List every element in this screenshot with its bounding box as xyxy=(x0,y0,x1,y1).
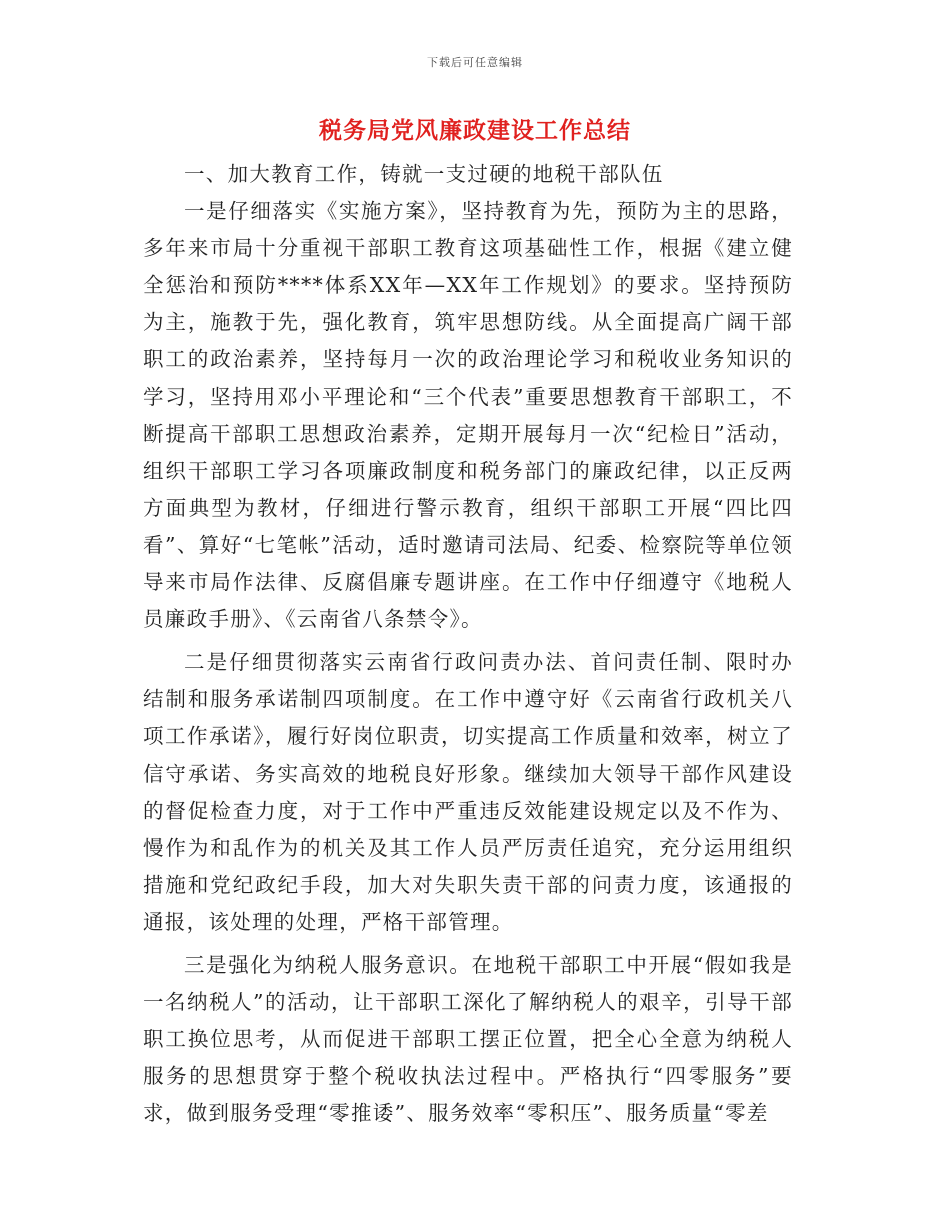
section-heading: 一、加大教育工作，铸就一支过硬的地税干部队伍 xyxy=(184,162,664,186)
paragraph: 二是仔细贯彻落实云南省行政问责办法、首问责任制、限时办结制和服务承诺制四项制度。在工作中遵守好《云南省行政机关八项工作承诺》，履行好岗位职责，切实提高工作质量和效率，树立了信守承诺、务实高效的地税良好形象。继续加大领导干部作风建设的督促检查力度，对于工作中严重违反效能建设规定以及不作为、慢作为和乱作为的机关及其工作人员严厉责任追究，充分运用组织措施和党纪政纪手段，加大对失职失责干部的问责力度，该通报的通报，该处理的处理，严格干部管理。 xyxy=(143,650,793,934)
document-body xyxy=(143,156,793,1138)
download-note: 下载后可任意编辑 xyxy=(427,56,523,69)
paragraph: 三是强化为纳税人服务意识。在地税干部职工中开展“假如我是一名纳税人”的活动，让干部职工深化了解纳税人的艰辛，引导干部职工换位思考，从而促进干部职工摆正位置，把全心全意为纳税人服务的思想贯穿于整个税收执法过程中。严格执行“四零服务”要求，做到服务受理“零推诿”、服务效率“零积压”、服务质量“零差 xyxy=(143,952,793,1126)
paragraph: 一是仔细落实《实施方案》，坚持教育为先，预防为主的思路，多年来市局十分重视干部职工教育这项基础性工作，根据《建立健全惩治和预防****体系XX年—XX年工作规划》的要求。坚持预防为主，施教于先，强化教育，筑牢思想防线。从全面提高广阔干部职工的政治素养，坚持每月一次的政治理论学习和税收业务知识的学习，坚持用邓小平理论和“三个代表”重要思想教育干部职工，不断提高干部职工思想政治素养，定期开展每月一次“纪检日”活动，组织干部职工学习各项廉政制度和税务部门的廉政纪律，以正反两方面典型为教材，仔细进行警示教育，组织干部职工开展“四比四看”、算好“七笔帐”活动，适时邀请司法局、纪委、检察院等单位领导来市局作法律、反腐倡廉专题讲座。在工作中仔细遵守《地税人员廉政手册》、《云南省八条禁令》。 xyxy=(143,199,793,632)
document-title: 税务局党风廉政建设工作总结 xyxy=(319,118,631,144)
